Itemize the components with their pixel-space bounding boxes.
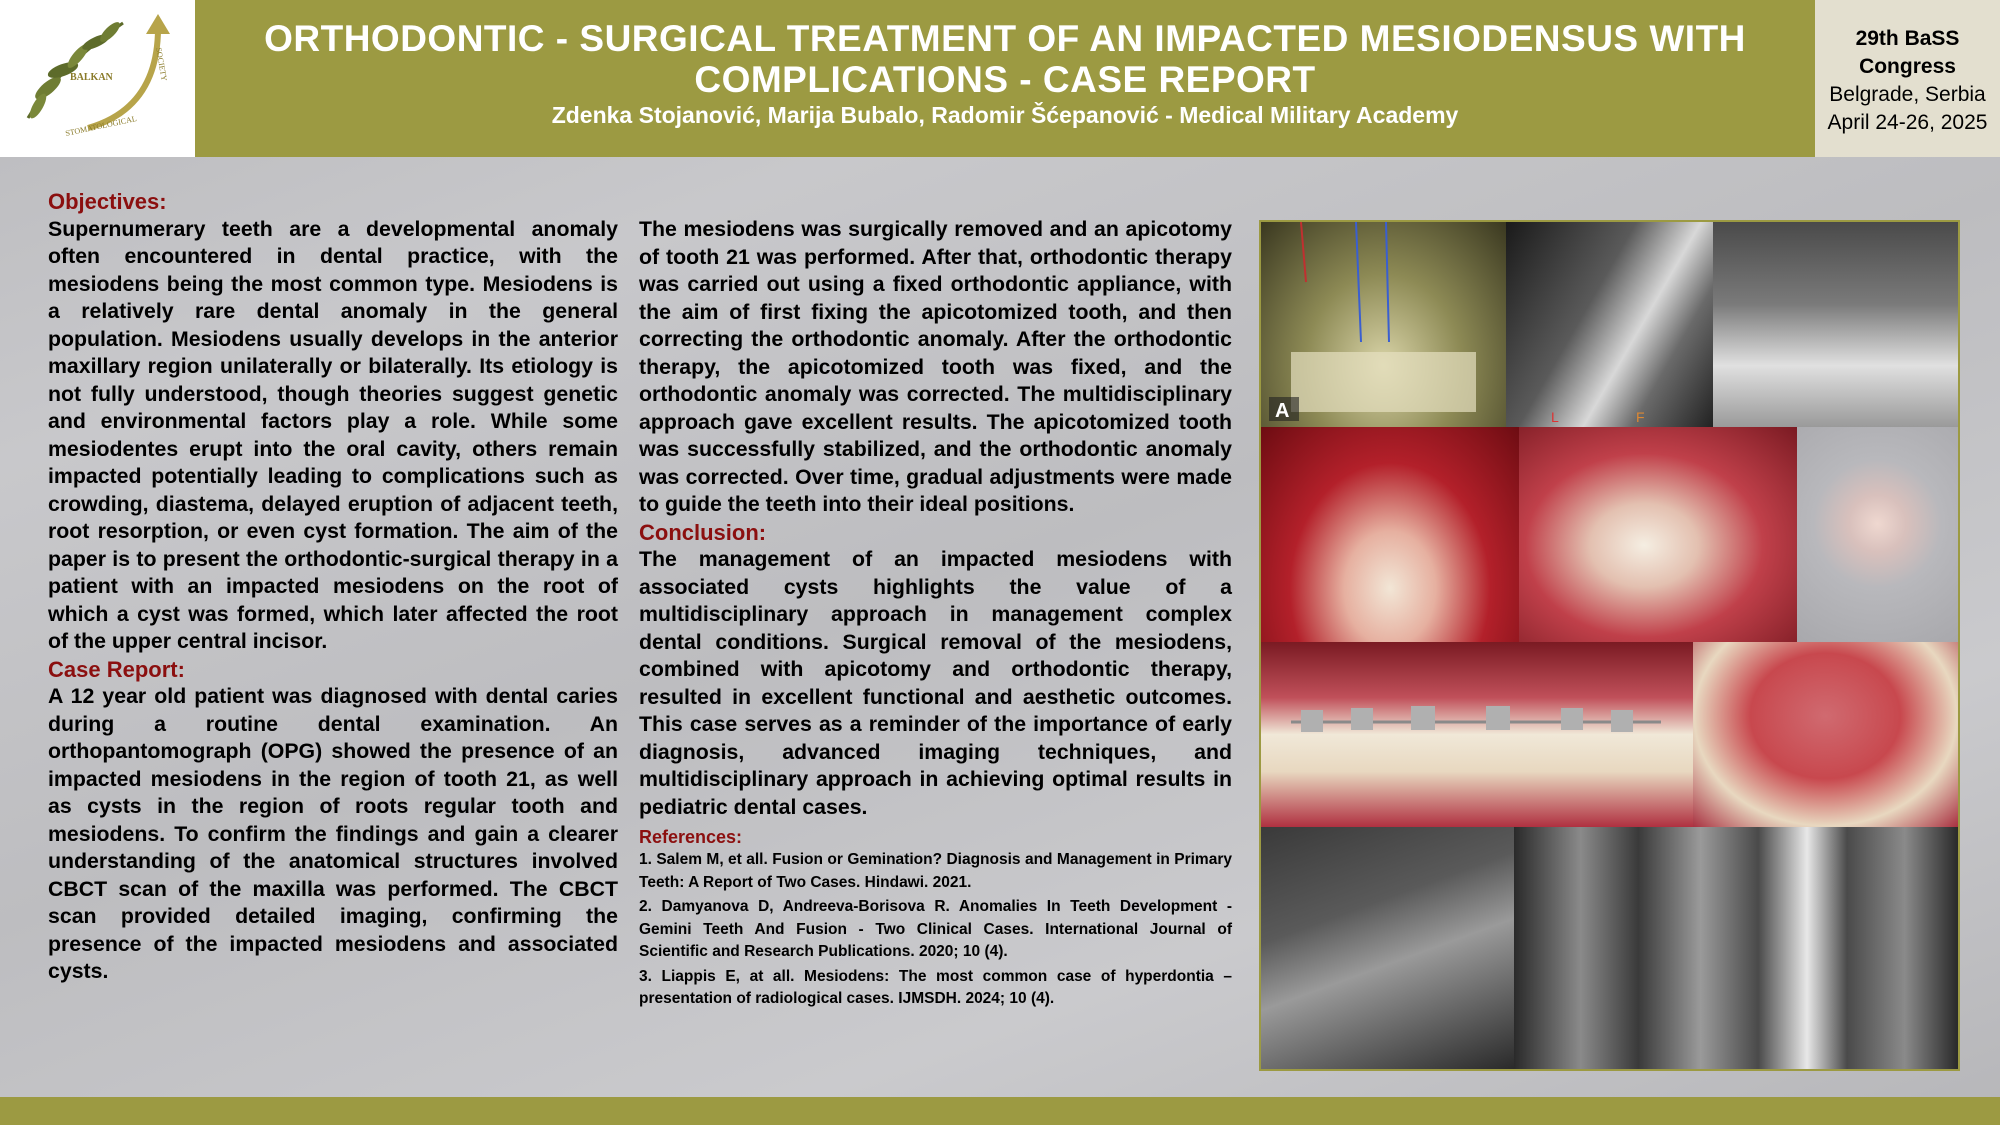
objectives-heading: Objectives: [48,189,167,214]
poster-title-line-1: ORTHODONTIC - SURGICAL TREATMENT OF AN IMPACTED MESIODENSUS WITH [264,18,1746,59]
objectives-text: Supernumerary teeth are a developmental anomaly often encountered in dental practice, with the mesiodens being the most common type. Mesiodens is a relatively rare dental anomaly in the general population. Mesiodens usually develops in the anterior maxillary region unilaterally or bilaterally. Its etiology is not fully understood, though theories suggest genetic and environmental factors play a role. While some mesiodentes erupt into the oral cavity, others remain impacted potentially leading to complications such as crowding, diastema, delayed eruption of adjacent teeth, root resorption, or even cyst formation. The aim of the paper is to present the orthodontic-surgical therapy in a patient with an impacted mesiodens on the root of which a cyst was formed, which later affected the root of the upper central incisor. [48,216,618,653]
svg-text:STOMATOLOGICAL: STOMATOLOGICAL [64,114,138,138]
clinical-image-gallery [1259,220,1960,1071]
poster-title-line-2: COMPLICATIONS - CASE REPORT [694,59,1316,100]
authors-line: Zdenka Stojanović, Marija Bubalo, Radomir Šćepanović - Medical Military Academy [551,102,1459,128]
surgical-site-photo-1 [1261,427,1519,642]
reference-item: 1. Salem M, et all. Fusion or Gemination? Diagnosis and Management in Primary Teeth: A Report of Two Cases. Hindawi. 2021. [639,851,1232,891]
reference-item: 2. Damyanova D, Andreeva-Borisova R. Anomalies In Teeth Development - Gemini Teeth And Fusion - Two Clinical Cases. International Journal of Scientific and Research Publications. 2020; 10 (4). [639,898,1232,960]
treatment-text: The mesiodens was surgically removed and an apicotomy of tooth 21 was performed. After that, orthodontic therapy was carried out using a fixed orthodontic appliance, with the aim of first fixing the apicotomized tooth, and then correcting the orthodontic anomaly. After the orthodontic therapy, the apicotomized tooth was fixed, and the orthodontic anomaly was corrected. The multidisciplinary approach gave excellent results. The apicotomized tooth was successfully stabilized, and the orthodontic anomaly was corrected. Over time, gradual adjustments were made to guide the teeth into their ideal positions. [639,217,1232,516]
case-report-text: A 12 year old patient was diagnosed with dental caries during a routine dental examination. An orthopantomograph (OPG) showed the presence of an impacted mesiodens in the region of tooth 21, as well as cysts in the region of roots regular tooth and mesiodens. To confirm the findings and gain a clearer understanding of the anatomical structures involved CBCT scan of the maxilla was performed. The CBCT scan provided detailed imaging, confirming the presence of the impacted mesiodens and associated cysts. [48,684,618,983]
society-logo [0,0,195,157]
olive-branch-logo-icon [8,8,188,148]
orthodontic-appliance-photo [1261,642,1693,827]
congress-name: 29th BaSS [1855,27,1960,50]
congress-location: Belgrade, Serbia [1829,83,1986,106]
cbct-sagittal-image [1261,827,1514,1069]
middle-text-column [639,216,1232,1013]
svg-text:L: L [1551,409,1559,425]
congress-label: Congress [1859,55,1956,78]
panoramic-xray-image [1514,827,1958,1069]
extracted-mesiodens-photo [1797,427,1958,642]
svg-text:BALKAN: BALKAN [70,72,113,83]
cbct-3d-render-image [1261,222,1506,427]
header-banner [0,0,2000,157]
congress-info-box [1815,0,2000,157]
poster-title-block [205,18,1805,130]
conclusion-heading: Conclusion: [639,519,767,545]
congress-dates: April 24-26, 2025 [1827,111,1988,134]
occlusal-view-photo [1693,642,1958,827]
footer-bar [0,1097,2000,1125]
cbct-slice-image [1506,222,1713,427]
references-heading: References: [639,827,743,847]
periapical-xray-image [1713,222,1958,427]
svg-text:F: F [1636,409,1645,425]
svg-text:A: A [1275,400,1290,422]
conclusion-text: The management of an impacted mesiodens with associated cysts highlights the value of a multidisciplinary approach in management complex dental conditions. Surgical removal of the mesiodens, combined with apicotomy and orthodontic therapy, resulted in excellent functional and aesthetic outcomes. This case serves as a reminder of the importance of early diagnosis, advanced imaging techniques, and multidisciplinary approach in achieving optimal results in pediatric dental cases. [639,547,1232,819]
left-text-column [48,188,618,986]
svg-text:SOCIETY: SOCIETY [154,46,169,82]
reference-item: 3. Liappis E, at all. Mesiodens: The most common case of hyperdontia – presentation of radiological cases. IJMSDH. 2024; 10 (4). [639,967,1232,1007]
surgical-site-photo-2 [1519,427,1797,642]
case-report-heading: Case Report: [48,656,185,682]
